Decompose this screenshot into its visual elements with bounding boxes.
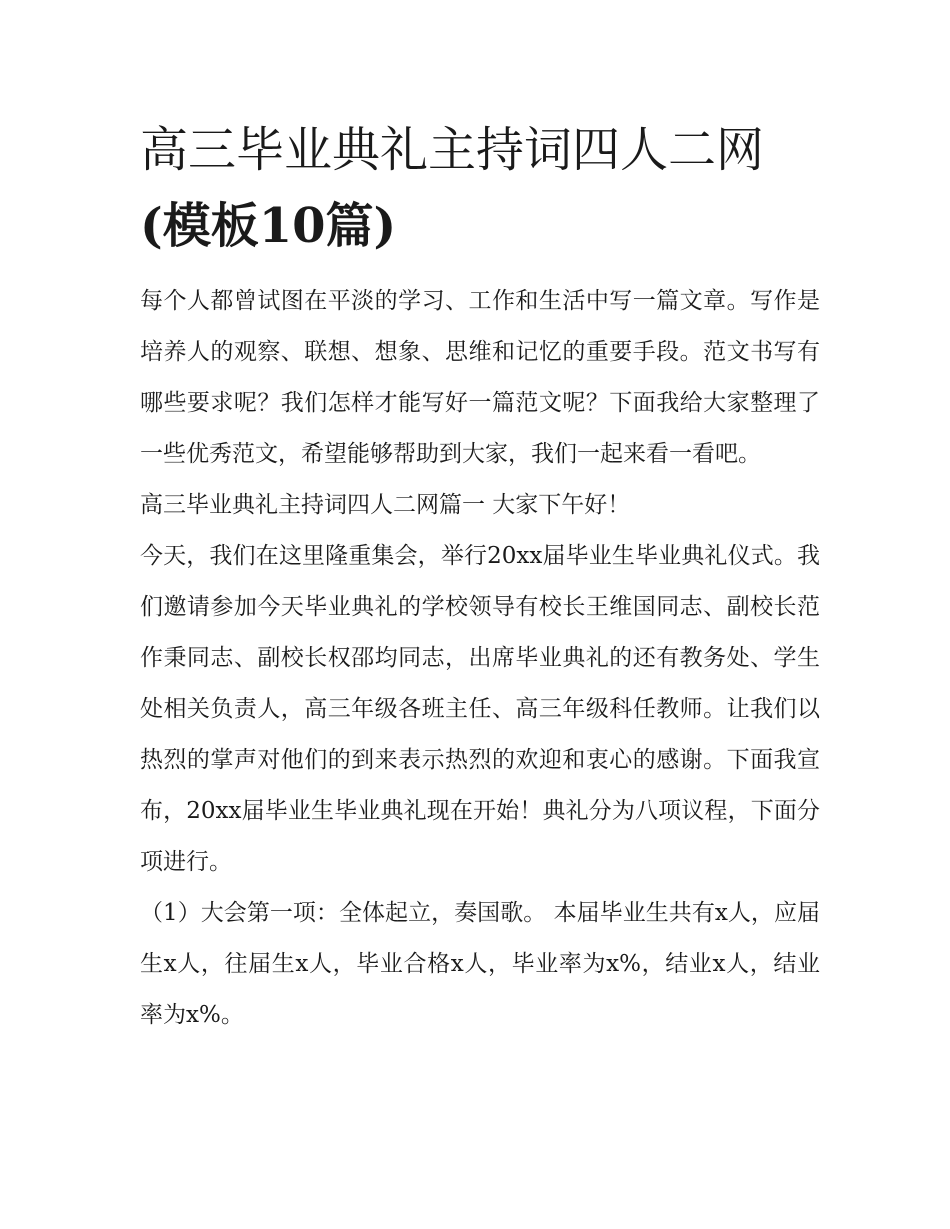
agenda-item-paragraph: （1）大会第一项：全体起立，奏国歌。 本届毕业生共有x人，应届生x人，往届生x人，毕业合格x人，毕业率为x%，结业x人，结业率为x%。 <box>140 900 820 1028</box>
section-heading-paragraph: 高三毕业典礼主持词四人二网篇一 大家下午好！ <box>140 492 631 518</box>
intro-paragraph: 每个人都曾试图在平淡的学习、工作和生活中写一篇文章。写作是培养人的观察、联想、想象、思维和记忆的重要手段。范文书写有哪些要求呢？我们怎样才能写好一篇范文呢？下面我给大家整理了一些优秀范文，希望能够帮助到大家，我们一起来看一看吧。 <box>140 288 820 467</box>
opening-paragraph: 今天，我们在这里隆重集会，举行20xx届毕业生毕业典礼仪式。我们邀请参加今天毕业典礼的学校领导有校长王维国同志、副校长范作秉同志、副校长权邵均同志，出席毕业典礼的还有教务处、学生处相关负责人，高三年级各班主任、高三年级科任教师。让我们以热烈的掌声对他们的到来表示热烈的欢迎和衷心的感谢。下面我宣布，20xx届毕业生毕业典礼现在开始！典礼分为八项议程，下面分项进行。 <box>140 543 820 875</box>
document-title <box>140 112 830 264</box>
title-line-2: (模板10篇) <box>140 198 397 254</box>
title-line-1: 高三毕业典礼主持词四人二网 <box>140 122 765 178</box>
document-body <box>140 276 820 1041</box>
